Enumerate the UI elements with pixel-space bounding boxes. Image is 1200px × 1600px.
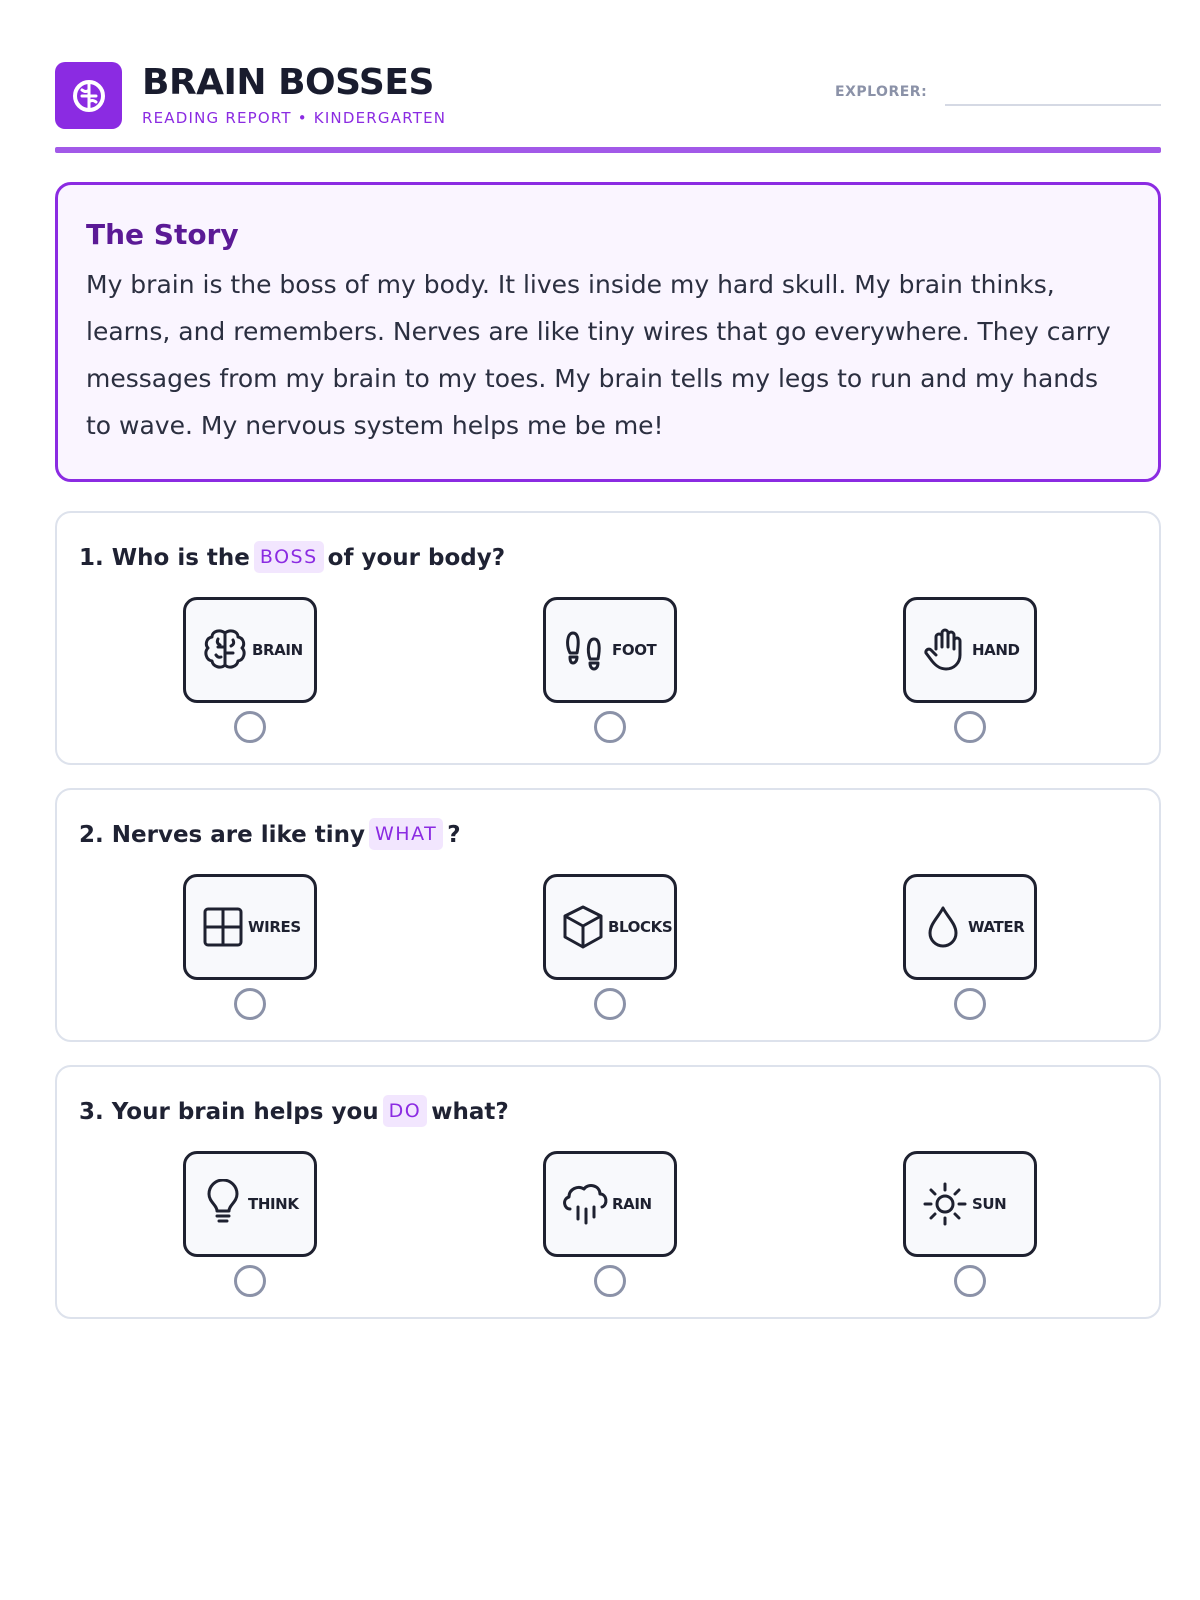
lightbulb-icon xyxy=(200,1179,246,1229)
logo xyxy=(55,62,122,129)
explorer-label: EXPLORER: xyxy=(835,84,928,100)
question-number: 2. xyxy=(79,822,104,848)
radio-water[interactable] xyxy=(954,988,986,1020)
answer-option-wires[interactable] xyxy=(183,874,317,980)
story-text: My brain is the boss of my body. It lives inside my hard skull. My brain thinks, learns, and remembers. Nerves are like tiny wires that go everywhere. They carry messages from my brain to my toes. My brain tells my legs to run and my hands to wave. My nervous system helps me be me! xyxy=(86,270,1111,440)
question-prompt-end: ? xyxy=(447,822,461,848)
answer-option-think[interactable] xyxy=(183,1151,317,1257)
question-prompt-end: what? xyxy=(431,1099,509,1125)
answer-option-water[interactable] xyxy=(903,874,1037,980)
radio-hand[interactable] xyxy=(954,711,986,743)
hand-icon xyxy=(920,625,970,675)
question-prompt: Nerves are like tiny xyxy=(111,822,366,848)
option-label: HAND xyxy=(972,641,1020,659)
question-keyword: BOSS xyxy=(254,541,324,573)
brain-icon xyxy=(69,76,109,116)
brain-icon xyxy=(200,625,250,675)
answer-option-hand[interactable] xyxy=(903,597,1037,703)
sun-icon xyxy=(920,1179,970,1229)
question-card-1 xyxy=(55,511,1161,765)
droplet-icon xyxy=(920,902,966,952)
footprints-icon xyxy=(560,625,610,675)
answer-option-sun[interactable] xyxy=(903,1151,1037,1257)
option-label: SUN xyxy=(972,1195,1007,1213)
header-divider xyxy=(55,147,1161,153)
answer-option-foot[interactable] xyxy=(543,597,677,703)
option-label: BLOCKS xyxy=(608,918,673,936)
option-label: BRAIN xyxy=(252,641,303,659)
radio-wires[interactable] xyxy=(234,988,266,1020)
option-label: RAIN xyxy=(612,1195,652,1213)
radio-sun[interactable] xyxy=(954,1265,986,1297)
option-label: WATER xyxy=(968,918,1025,936)
question-prompt: Who is the xyxy=(111,545,250,571)
question-prompt: Your brain helps you xyxy=(111,1099,379,1125)
radio-think[interactable] xyxy=(234,1265,266,1297)
page-title: BRAIN BOSSES xyxy=(142,62,434,103)
radio-foot[interactable] xyxy=(594,711,626,743)
option-label: THINK xyxy=(248,1195,299,1213)
question-card-3 xyxy=(55,1065,1161,1319)
box-icon xyxy=(560,902,606,952)
question-card-2 xyxy=(55,788,1161,1042)
radio-brain[interactable] xyxy=(234,711,266,743)
answer-option-blocks[interactable] xyxy=(543,874,677,980)
story-box xyxy=(55,182,1161,482)
question-keyword: WHAT xyxy=(369,818,443,850)
question-number: 1. xyxy=(79,545,104,571)
radio-blocks[interactable] xyxy=(594,988,626,1020)
question-prompt-end: of your body? xyxy=(327,545,506,571)
answer-option-brain[interactable] xyxy=(183,597,317,703)
cloud-rain-icon xyxy=(560,1179,610,1229)
grid-icon xyxy=(200,902,246,952)
question-number: 3. xyxy=(79,1099,104,1125)
question-text xyxy=(79,541,505,573)
question-text xyxy=(79,818,461,850)
option-label: WIRES xyxy=(248,918,301,936)
question-text xyxy=(79,1095,509,1127)
radio-rain[interactable] xyxy=(594,1265,626,1297)
worksheet-header xyxy=(55,62,1161,154)
answer-option-rain[interactable] xyxy=(543,1151,677,1257)
page-subtitle: READING REPORT • KINDERGARTEN xyxy=(142,109,447,127)
question-keyword: DO xyxy=(383,1095,428,1127)
explorer-name-field[interactable] xyxy=(945,104,1161,106)
option-label: FOOT xyxy=(612,641,657,659)
story-title: The Story xyxy=(86,218,239,251)
